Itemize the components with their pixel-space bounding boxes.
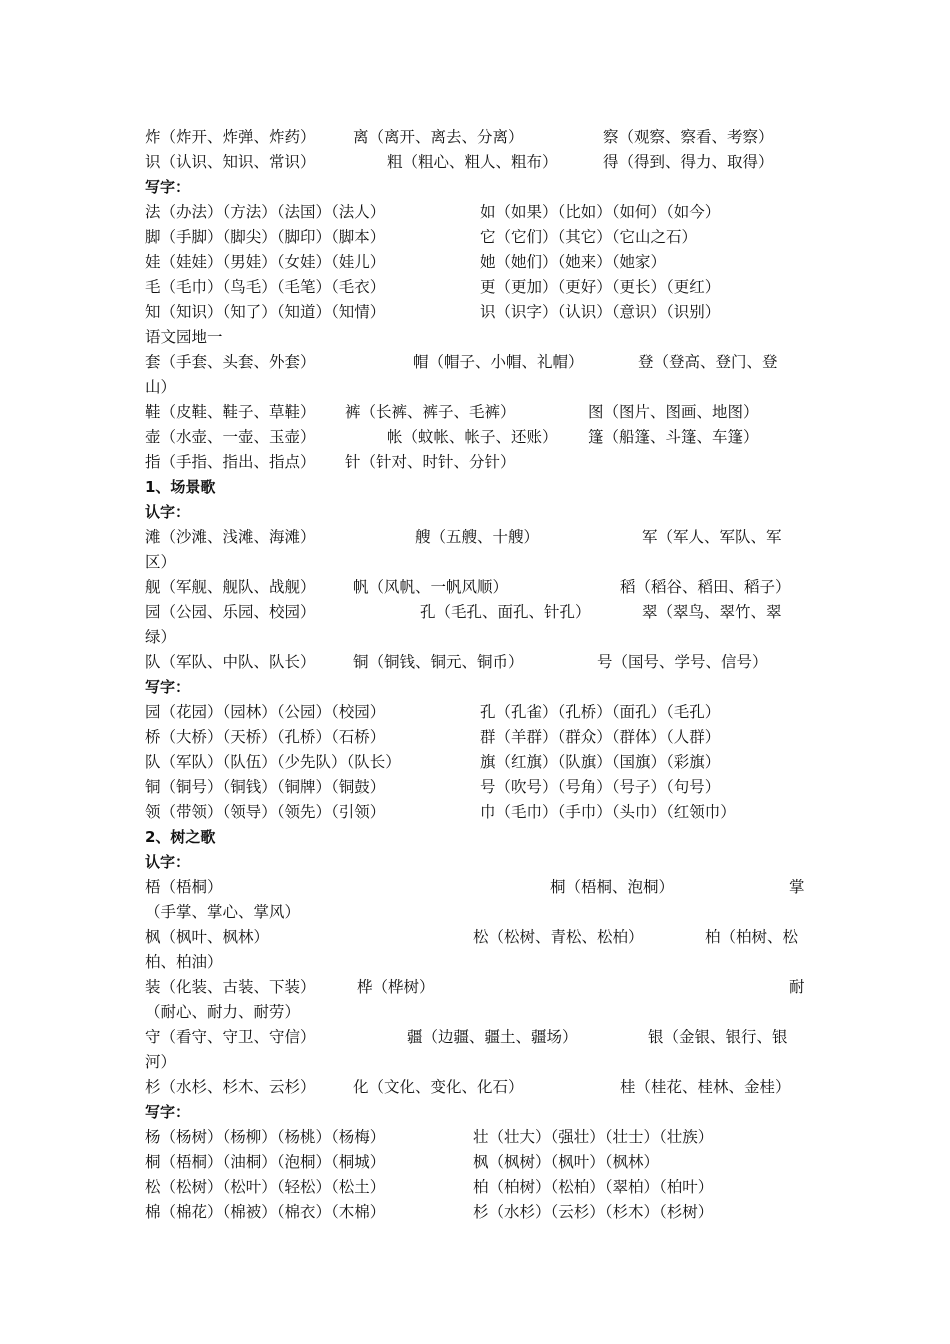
- text-line: [145, 400, 810, 425]
- word-entry: 园（花园）（园林）（公园）（校园）: [145, 703, 386, 721]
- word-entry: 图（图片、图画、地图）: [588, 403, 759, 421]
- word-entry: 耐: [789, 978, 805, 996]
- word-entry: 号（吹号）（号角）（号子）（句号）: [480, 778, 721, 796]
- word-entry: 化（文化、变化、化石）: [353, 1078, 524, 1096]
- word-entry: 如（如果）（比如）（如何）（如今）: [480, 203, 721, 221]
- word-entry: 舰（军舰、舰队、战舰）: [145, 578, 316, 596]
- word-entry: 翠（翠鸟、翠竹、翠: [642, 603, 782, 621]
- text-line: [145, 750, 810, 775]
- text-line: [145, 1000, 810, 1025]
- word-entry: 掌: [789, 878, 805, 896]
- word-entry: 柏（柏树）（松柏）（翠柏）（柏叶）: [473, 1178, 714, 1196]
- text-line: [145, 350, 810, 375]
- word-entry: 它（它们）（其它）（它山之石）: [480, 228, 698, 246]
- word-entry: 疆（边疆、疆土、疆场）: [407, 1028, 578, 1046]
- word-entry: 队（军队）（队伍）（少先队）（队长）: [145, 753, 401, 771]
- text-line: [145, 775, 810, 800]
- text-line: [145, 200, 810, 225]
- word-entry-continued: 河）: [145, 1053, 177, 1071]
- word-entry: 登（登高、登门、登: [638, 353, 778, 371]
- text-line: [145, 300, 810, 325]
- word-entry: 桂（桂花、桂林、金桂）: [620, 1078, 791, 1096]
- text-line: [145, 275, 810, 300]
- text-line: [145, 1200, 810, 1225]
- word-entry: 松（松树、青松、松柏）: [473, 928, 644, 946]
- word-entry: 铜（铜钱、铜元、铜币）: [353, 653, 524, 671]
- word-entry: 桦（桦树）: [357, 978, 435, 996]
- text-line: [145, 225, 810, 250]
- word-entry: 得（得到、得力、取得）: [603, 153, 774, 171]
- word-entry: 铜（铜号）（铜钱）（铜牌）（铜鼓）: [145, 778, 386, 796]
- word-entry: 孔（毛孔、面孔、针孔）: [420, 603, 591, 621]
- lesson-title: 1、场景歌: [145, 478, 216, 496]
- word-entry-continued: 柏、柏油）: [145, 953, 223, 971]
- text-line: [145, 1025, 810, 1050]
- word-entry: 裤（长裤、裤子、毛裤）: [345, 403, 516, 421]
- word-entry: 离（离开、离去、分离）: [353, 128, 524, 146]
- word-entry: 巾（毛巾）（手巾）（头巾）（红领巾）: [480, 803, 736, 821]
- word-entry: 壶（水壶、一壶、玉壶）: [145, 428, 316, 446]
- word-entry: 桐（梧桐）（油桐）（泡桐）（桐城）: [145, 1153, 386, 1171]
- word-entry: 装（化装、古装、下装）: [145, 978, 316, 996]
- word-entry: 帆（风帆、一帆风顺）: [353, 578, 509, 596]
- text-line: [145, 575, 810, 600]
- word-entry: 杨（杨树）（杨柳）（杨桃）（杨梅）: [145, 1128, 386, 1146]
- text-line: [145, 525, 810, 550]
- text-line: [145, 925, 810, 950]
- word-entry: 园（公园、乐园、校园）: [145, 603, 316, 621]
- word-entry: 松（松树）（松叶）（轻松）（松土）: [145, 1178, 386, 1196]
- word-entry: 毛（毛巾）（鸟毛）（毛笔）（毛衣）: [145, 278, 386, 296]
- word-entry-continued: 绿）: [145, 628, 177, 646]
- text-line: [145, 1150, 810, 1175]
- section-label: 认字：: [145, 503, 191, 521]
- word-entry-continued: （手掌、掌心、掌风）: [145, 903, 301, 921]
- word-entry: 察（观察、察看、考察）: [603, 128, 774, 146]
- word-entry: 军（军人、军队、军: [642, 528, 782, 546]
- text-line: [145, 950, 810, 975]
- word-entry: 她（她们）（她来）（她家）: [480, 253, 667, 271]
- section-label: 写字：: [145, 1103, 191, 1121]
- word-entry: 枫（枫树）（枫叶）（枫林）: [473, 1153, 660, 1171]
- word-entry: 更（更加）（更好）（更长）（更红）: [480, 278, 721, 296]
- word-entry: 针（针对、时针、分针）: [345, 453, 516, 471]
- text-line: [145, 250, 810, 275]
- word-entry: 识（认识、知识、常识）: [145, 153, 316, 171]
- text-line: [145, 450, 810, 475]
- section-label: 写字：: [145, 178, 191, 196]
- word-entry: 棉（棉花）（棉被）（棉衣）（木棉）: [145, 1203, 386, 1221]
- text-line: [145, 1050, 810, 1075]
- word-entry: 银（金银、银行、银: [648, 1028, 788, 1046]
- word-entry: 鞋（皮鞋、鞋子、草鞋）: [145, 403, 316, 421]
- word-entry: 桥（大桥）（天桥）（孔桥）（石桥）: [145, 728, 386, 746]
- word-entry: 指（手指、指出、指点）: [145, 453, 316, 471]
- word-entry: 孔（孔雀）（孔桥）（面孔）（毛孔）: [480, 703, 721, 721]
- word-entry: 旗（红旗）（队旗）（国旗）（彩旗）: [480, 753, 721, 771]
- text-line: [145, 1175, 810, 1200]
- word-entry: 粗（粗心、粗人、粗布）: [387, 153, 558, 171]
- word-entry: 知（知识）（知了）（知道）（知情）: [145, 303, 386, 321]
- text-line: [145, 800, 810, 825]
- word-entry: 杉（水杉、杉木、云杉）: [145, 1078, 316, 1096]
- text-line: [145, 150, 810, 175]
- word-entry: 壮（壮大）（强壮）（壮士）（壮族）: [473, 1128, 714, 1146]
- lesson-title: 2、树之歌: [145, 828, 216, 846]
- word-entry: 娃（娃娃）（男娃）（女娃）（娃儿）: [145, 253, 386, 271]
- word-entry: 杉（水杉）（云杉）（杉木）（杉树）: [473, 1203, 714, 1221]
- word-entry-continued: （耐心、耐力、耐劳）: [145, 1003, 301, 1021]
- word-entry-continued: 山）: [145, 378, 177, 396]
- text-line: [145, 650, 810, 675]
- word-entry: 梧（梧桐）: [145, 878, 223, 896]
- word-entry: 艘（五艘、十艘）: [415, 528, 540, 546]
- text-line: [145, 625, 810, 650]
- word-entry: 队（军队、中队、队长）: [145, 653, 316, 671]
- word-entry: 稻（稻谷、稻田、稻子）: [620, 578, 791, 596]
- text-line: [145, 125, 810, 150]
- word-entry: 帽（帽子、小帽、礼帽）: [413, 353, 584, 371]
- word-entry: 炸（炸开、炸弹、炸药）: [145, 128, 316, 146]
- text-line: [145, 700, 810, 725]
- word-entry: 柏（柏树、松: [705, 928, 799, 946]
- word-entry: 帐（蚊帐、帐子、还账）: [387, 428, 558, 446]
- text-line: [145, 1125, 810, 1150]
- word-entry: 套（手套、头套、外套）: [145, 353, 316, 371]
- word-entry: 守（看守、守卫、守信）: [145, 1028, 316, 1046]
- text-line: [145, 375, 810, 400]
- text-line: [145, 875, 810, 900]
- word-entry-continued: 区）: [145, 553, 177, 571]
- text-line: [145, 1075, 810, 1100]
- section-label: 写字：: [145, 678, 191, 696]
- text-line: [145, 425, 810, 450]
- word-entry: 桐（梧桐、泡桐）: [550, 878, 675, 896]
- text-line: [145, 550, 810, 575]
- word-entry: 滩（沙滩、浅滩、海滩）: [145, 528, 316, 546]
- text-line: [145, 900, 810, 925]
- word-entry: 号（国号、学号、信号）: [597, 653, 768, 671]
- section-title: 语文园地一: [145, 328, 223, 346]
- word-entry: 领（带领）（领导）（领先）（引领）: [145, 803, 386, 821]
- section-label: 认字：: [145, 853, 191, 871]
- word-entry: 识（识字）（认识）（意识）（识别）: [480, 303, 721, 321]
- word-entry: 法（办法）（方法）（法国）（法人）: [145, 203, 386, 221]
- word-entry: 群（羊群）（群众）（群体）（人群）: [480, 728, 721, 746]
- word-entry: 枫（枫叶、枫林）: [145, 928, 270, 946]
- text-line: [145, 975, 810, 1000]
- text-line: [145, 725, 810, 750]
- word-entry: 篷（船篷、斗篷、车篷）: [588, 428, 759, 446]
- text-line: [145, 600, 810, 625]
- word-entry: 脚（手脚）（脚尖）（脚印）（脚本）: [145, 228, 386, 246]
